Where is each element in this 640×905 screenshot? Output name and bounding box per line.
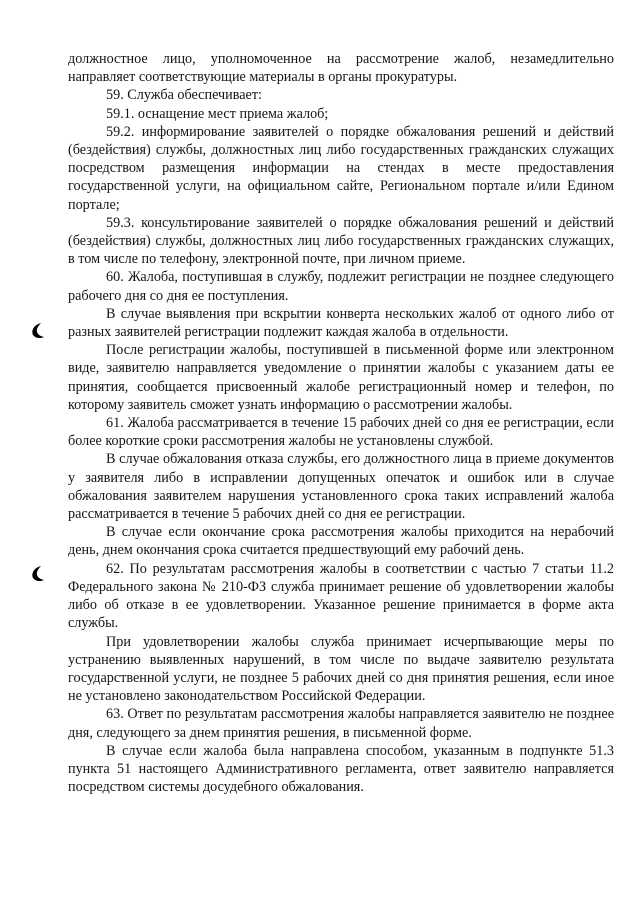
paragraph-59-3: 59.3. консультирование заявителей о порядке обжалования решений и действий (бездействия) службы, должностных лиц либо государственных гражданских служащих, в том числе по телефону, электронной почте, при личном приеме. [68,214,614,268]
paragraph-63-system: В случае если жалоба была направлена способом, указанным в подпункте 51.3 пункта 51 настоящего Административного регламента, ответ заявителю направляется посредством системы досудебного обжалования. [68,742,614,796]
paragraph-61: 61. Жалоба рассматривается в течение 15 рабочих дней со дня ее регистрации, если более короткие сроки рассмотрения жалобы не установлены службой. [68,415,614,450]
paragraph-59-2: 59.2. информирование заявителей о порядке обжалования решений и действий (бездействия) службы, должностных лиц либо государственных гражданских служащих посредством размещения информации на стендах в месте предоставления государственной услуги, на официальном сайте, Региональном портале и/или Едином портале; [68,123,614,213]
paragraph-62: 62. По результатам рассмотрения жалобы в соответствии с частью 7 статьи 11.2 Федерального закона № 210-ФЗ служба принимает решение об удовлетворении жалобы либо об отказе в ее удовлетворении. Указанное решение принимается в форме акта службы. [68,560,614,632]
paragraph-61-refusal: В случае обжалования отказа службы, его должностного лица в приеме документов у заявителя либо в исправлении допущенных опечаток и ошибок или в случае обжалования заявителем нарушения установленного срока таких исправлений жалоба рассматривается в течение 5 рабочих дней со дня ее регистрации. [68,451,614,523]
paragraph-63: 63. Ответ по результатам рассмотрения жалобы направляется заявителю не позднее дня, следующего за днем принятия решения, в письменной форме. [68,706,614,741]
document-page [68,50,614,796]
paragraph-60-envelope: В случае выявления при вскрытии конверта нескольких жалоб от одного либо от разных заявителей регистрации подлежит каждая жалоба в отдельности. [68,305,614,341]
paragraph-60: 60. Жалоба, поступившая в службу, подлежит регистрации не позднее следующего рабочего дня со дня ее поступления. [68,269,614,304]
paragraph-59-1: 59.1. оснащение мест приема жалоб; [106,105,329,122]
paragraph-61-nonworking: В случае если окончание срока рассмотрения жалобы приходится на нерабочий день, днем окончания срока считается предшествующий ему рабочий день. [68,524,614,559]
hole-punch-mark-bottom [30,565,46,583]
hole-punch-mark-top [30,322,46,340]
paragraph-59: 59. Служба обеспечивает: [106,87,262,104]
paragraph-60-notice: После регистрации жалобы, поступившей в письменной форме или электронном виде, заявителю направляется уведомление о принятии жалобы с указанием даты ее принятия, сообщается присвоенный жалобе регистрационный номер и телефон, по которому заявитель сможет узнать информацию о рассмотрении жалобы. [68,342,614,413]
paragraph-0: должностное лицо, уполномоченное на рассмотрение жалоб, незамедлительно направляет соответствующие материалы в органы прокуратуры. [68,51,614,86]
paragraph-62-satisfaction: При удовлетворении жалобы служба принимает исчерпывающие меры по устранению выявленных нарушений, в том числе по выдаче заявителю результата государственной услуги, не позднее 5 рабочих дней со дня принятия решения, если иное не установлено законодательством Российской Федерации. [68,633,614,705]
